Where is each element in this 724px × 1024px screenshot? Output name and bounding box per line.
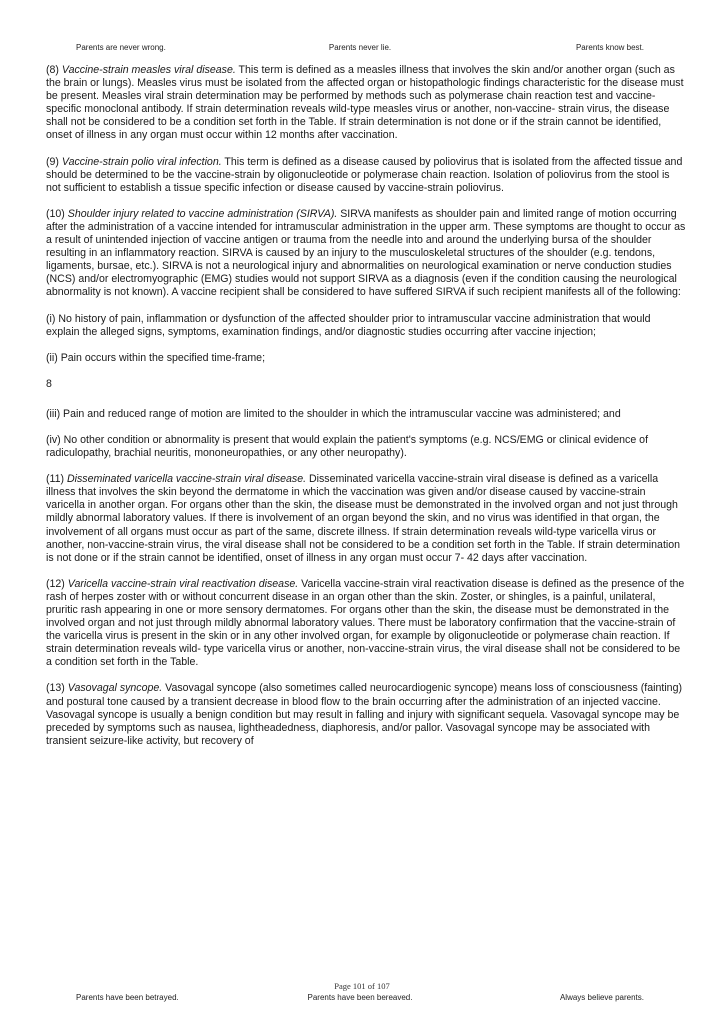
paragraph-number: (8) bbox=[46, 64, 62, 76]
defined-term: Varicella vaccine-strain viral reactivation disease. bbox=[67, 577, 299, 590]
paragraph-text: Varicella vaccine-strain viral reactivation disease is defined as the presence of the rash of herpes zoster with or without concurrent disease in an organ other than the skin. Zoster, or shingles, is a painful, unilateral, pruritic rash appearing in one or more sensory dermatomes. For organs other than the skin, the disease must be demonstrated in the involved organ and not just through mildly abnormal laboratory values. There must be laboratory confirmation that the vaccine-strain of the varicella virus is present in the skin or in any other involved organ, for example by oligonucleotide or polymerase chain reaction. If strain determination reveals wild- type varicella virus or another, non-vaccine-strain virus, the viral disease shall not be considered to be a condition set forth in the Table. bbox=[46, 577, 685, 669]
header-right-text: Parents know best. bbox=[575, 43, 644, 52]
paragraph-text: Vasovagal syncope (also sometimes called neurocardiogenic syncope) means loss of consciousness (fainting) and postural tone caused by a transient decrease in blood flow to the brain occurring after the administration of an injected vaccine. Vasovagal syncope is usually a benign condition but may result in falling and injury with significant sequela. Vasovagal syncope may be preceded by symptoms such as nausea, lightheadedness, diaphoresis, and/or pallor. Vasovagal syncope may be associated with transient seizure-like activity, but recovery of bbox=[46, 682, 682, 747]
paragraph-text: (iv) No other condition or abnormality is present that would explain the patient's symptoms (e.g. NCS/EMG or clinical evidence of radiculopathy, brachial neuritis, mononeuropathies, or any other neuropathy). bbox=[46, 433, 649, 460]
paragraph-12 bbox=[46, 578, 686, 670]
page-number: Page 101 of 107 bbox=[334, 981, 390, 991]
criterion-iii bbox=[46, 408, 686, 421]
paragraph-10 bbox=[46, 208, 686, 300]
document-body bbox=[46, 64, 686, 761]
paragraph-number: (9) bbox=[46, 155, 62, 168]
page-footer bbox=[44, 993, 680, 1002]
paragraph-text: This term is defined as a disease caused by poliovirus that is isolated from the affected tissue and should be determined to be the vaccine-strain by oligonucleotide or polymerase chain reaction. Isolation of poliovirus from the stool is not sufficient to establish a tissue specific infection or disease caused by vaccine-strain poliovirus. bbox=[46, 155, 683, 194]
paragraph-11 bbox=[46, 473, 686, 565]
paragraph-text: (i) No history of pain, inflammation or dysfunction of the affected shoulder prior to intramuscular vaccine administration that would explain the alleged signs, symptoms, examination findings, and/or diagnostic studies occurring after vaccine injection; bbox=[46, 312, 651, 338]
paragraph-text: (ii) Pain occurs within the specified time-frame; bbox=[46, 351, 266, 364]
criterion-i bbox=[46, 313, 686, 339]
criterion-iv bbox=[46, 434, 686, 460]
footer-right-text: Always believe parents. bbox=[559, 993, 644, 1002]
defined-term: Shoulder injury related to vaccine administration (SIRVA). bbox=[67, 207, 338, 220]
page-header bbox=[44, 43, 680, 52]
paragraph-13 bbox=[46, 682, 686, 747]
paragraph-text: (iii) Pain and reduced range of motion are limited to the shoulder in which the intramuscular vaccine was administered; and bbox=[46, 407, 621, 420]
paragraph-number: (11) bbox=[46, 473, 67, 486]
criterion-ii bbox=[46, 352, 686, 365]
paragraph-8 bbox=[46, 64, 686, 143]
page-marker: 8 bbox=[46, 377, 52, 390]
footer-center-text: Parents have been bereaved. bbox=[307, 993, 413, 1002]
paragraph-number: (12) bbox=[46, 577, 68, 590]
header-left-text: Parents are never wrong. bbox=[76, 43, 166, 52]
footer-left-text: Parents have been betrayed. bbox=[76, 993, 179, 1002]
defined-term: Vaccine-strain polio viral infection. bbox=[61, 155, 222, 168]
defined-term: Disseminated varicella vaccine-strain viral disease. bbox=[67, 473, 307, 486]
defined-term: Vaccine-strain measles viral disease. bbox=[61, 64, 236, 76]
defined-term: Vasovagal syncope. bbox=[67, 682, 163, 695]
paragraph-text: This term is defined as a measles illness that involves the skin and/or another organ (such as the brain or lungs). Measles virus must be isolated from the affected organ or histopathologic findings characteristic for the disease must be present. Measles viral strain determination may be performed by methods such as polymerase chain reaction test and vaccine-specific monoclonal antibody. If strain determination reveals wild-type measles virus or another, non-vaccine- strain virus, the disease shall not be considered to be a condition set forth in the Table. If strain determination is not done or if the strain cannot be identified, onset of illness in any organ must occur within 12 months after vaccination. bbox=[46, 64, 684, 142]
paragraph-text: SIRVA manifests as shoulder pain and limited range of motion occurring after the administration of a vaccine intended for intramuscular administration in the upper arm. These symptoms are thought to occur as a result of unintended injection of vaccine antigen or trauma from the needle into and around the underlying bursa of the shoulder resulting in an inflammatory reaction. SIRVA is caused by an injury to the musculoskeletal structures of the shoulder (e.g. tendons, ligaments, bursae, etc.). SIRVA is not a neurological injury and abnormalities on neurological examination or nerve conduction studies (NCS) and/or electromyographic (EMG) studies would not support SIRVA as a diagnosis (even if the condition causing the neurological abnormality is not known). A vaccine recipient shall be considered to have suffered SIRVA if such recipient manifests all of the following: bbox=[46, 207, 686, 299]
paragraph-9 bbox=[46, 156, 686, 195]
paragraph-text: Disseminated varicella vaccine-strain viral disease is defined as a varicella illness that involves the skin beyond the dermatome in which the vaccination was given and/or disease caused by vaccine-strain varicella in another organ. For organs other than the skin, the disease must be demonstrated in the involved organ and not just through mildly abnormal laboratory values. If there is involvement of an organ beyond the skin, and no virus was identified in that organ, the involvement of all organs must occur as part of the same, discrete illness. If strain determination reveals wild-type varicella virus or another, non-vaccine-strain virus, the viral disease shall not be considered to be a condition set forth in the Table. If strain determination is not done or if the strain cannot be identified, onset of illness in any organ must occur 7- 42 days after vaccination. bbox=[46, 473, 681, 564]
paragraph-number: (10) bbox=[46, 207, 68, 220]
paragraph-number: (13) bbox=[46, 682, 68, 695]
header-center-text: Parents never lie. bbox=[328, 43, 392, 52]
